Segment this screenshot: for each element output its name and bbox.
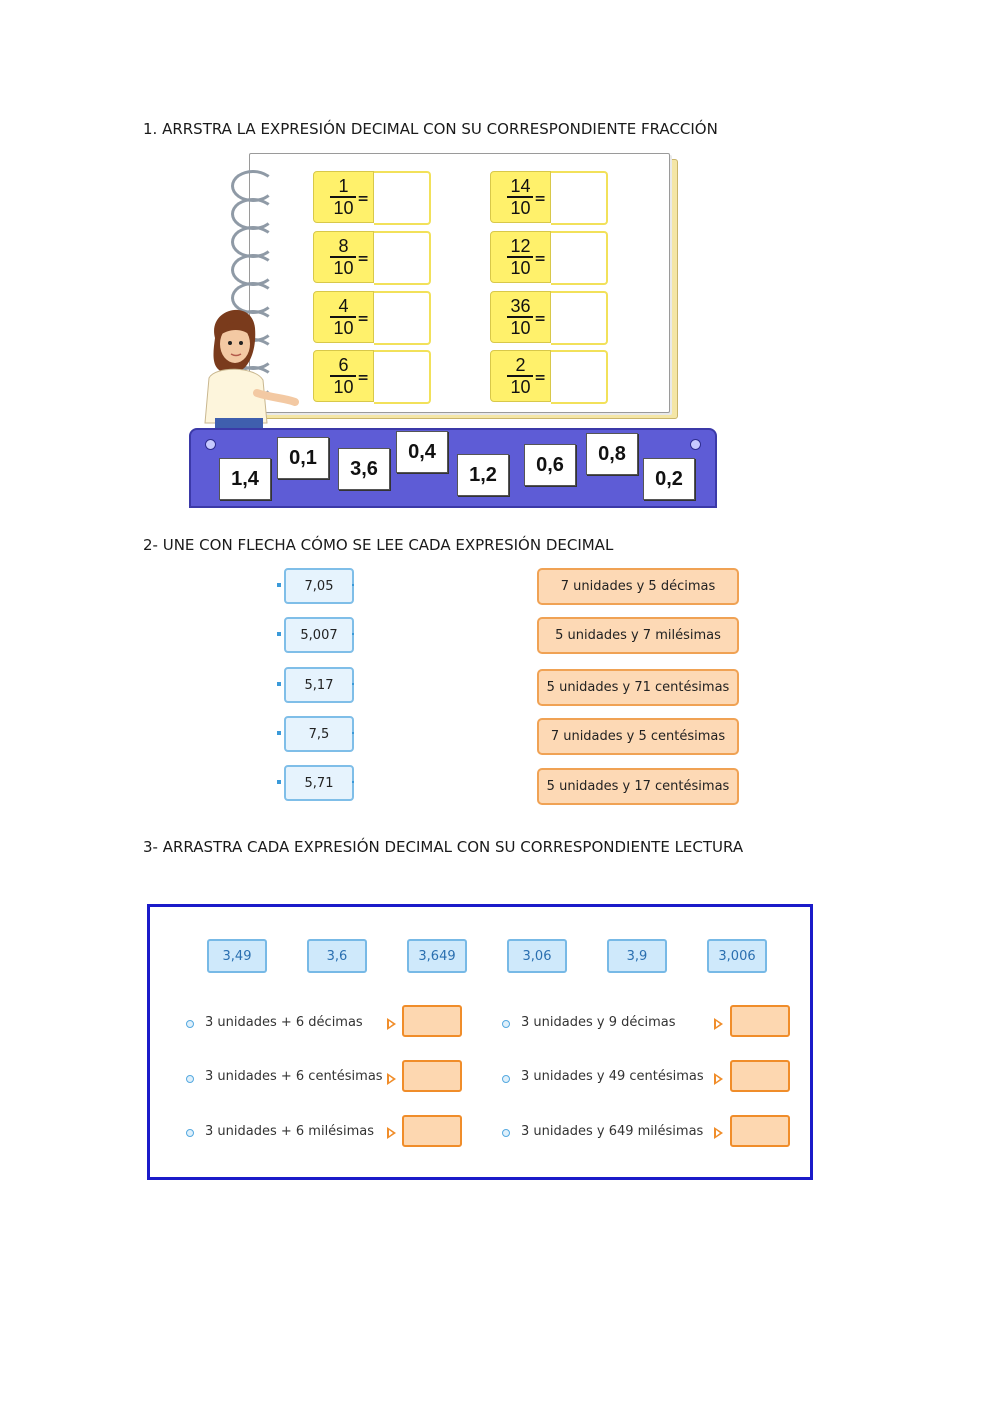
fraction-card <box>490 231 608 283</box>
fraction-card <box>490 171 608 223</box>
reading-item[interactable]: 5 unidades y 71 centésimas <box>537 669 739 706</box>
fraction-label: $\frac{6}{10}$ = <box>313 350 374 402</box>
bullet-icon <box>502 1129 510 1137</box>
arrow-right-icon <box>387 1127 396 1139</box>
section1-heading: 1. ARRSTRA LA EXPRESIÓN DECIMAL CON SU CORRESPONDIENTE FRACCIÓN <box>143 120 718 138</box>
connector-dot[interactable] <box>277 632 281 636</box>
reading-label: 3 unidades y 49 centésimas <box>521 1069 704 1084</box>
connector-dot[interactable] <box>277 731 281 735</box>
fraction-card <box>313 231 431 283</box>
fraction-label: $\frac{1}{10}$ = <box>313 171 374 223</box>
decimal-item[interactable]: 7,05 <box>284 568 354 604</box>
drop-target[interactable] <box>374 171 431 225</box>
girl-illustration <box>197 298 307 433</box>
decimal-tile[interactable]: 0,1 <box>277 437 329 479</box>
fraction-label: $\frac{12}{10}$ = <box>490 231 551 283</box>
drop-target[interactable] <box>374 291 431 345</box>
reading-item[interactable]: 7 unidades y 5 centésimas <box>537 718 739 755</box>
bullet-icon <box>186 1075 194 1083</box>
decimal-tile[interactable]: 1,2 <box>457 454 509 496</box>
drop-target[interactable] <box>402 1060 462 1092</box>
fraction-card <box>313 350 431 402</box>
tray-bolt <box>690 439 701 450</box>
drop-target[interactable] <box>551 291 608 345</box>
fraction-notebook-activity <box>185 150 725 510</box>
connector-dot[interactable] <box>352 584 354 586</box>
decimal-tile[interactable]: 1,4 <box>219 458 271 500</box>
drop-target[interactable] <box>730 1005 790 1037</box>
decimal-item[interactable]: 5,17 <box>284 667 354 703</box>
decimal-tile[interactable]: 3,6 <box>338 448 390 490</box>
section3-heading: 3- ARRASTRA CADA EXPRESIÓN DECIMAL CON SU CORRESPONDIENTE LECTURA <box>143 838 744 856</box>
fraction-label: $\frac{14}{10}$ = <box>490 171 551 223</box>
arrow-right-icon <box>387 1018 396 1030</box>
fraction-label: $\frac{4}{10}$ = <box>313 291 374 343</box>
fraction-card <box>313 291 431 343</box>
fraction-card <box>490 350 608 402</box>
drop-target[interactable] <box>551 171 608 225</box>
connector-dot[interactable] <box>277 682 281 686</box>
section2-heading: 2- UNE CON FLECHA CÓMO SE LEE CADA EXPRESIÓN DECIMAL <box>143 536 614 554</box>
drop-target[interactable] <box>730 1060 790 1092</box>
fraction-label: $\frac{8}{10}$ = <box>313 231 374 283</box>
arrow-right-icon <box>714 1127 723 1139</box>
fraction-label: $\frac{36}{10}$ = <box>490 291 551 343</box>
fraction-card <box>313 171 431 223</box>
arrow-right-icon <box>714 1018 723 1030</box>
decimal-chip[interactable]: 3,6 <box>307 939 367 973</box>
bullet-icon <box>186 1020 194 1028</box>
tray-bolt <box>205 439 216 450</box>
reading-label: 3 unidades + 6 centésimas <box>205 1069 383 1084</box>
drop-target[interactable] <box>374 350 431 404</box>
matching-panel <box>147 904 813 1180</box>
decimal-item[interactable]: 7,5 <box>284 716 354 752</box>
drop-target[interactable] <box>402 1115 462 1147</box>
connector-dot[interactable] <box>352 781 354 783</box>
reading-label: 3 unidades y 9 décimas <box>521 1015 676 1030</box>
reading-item[interactable]: 7 unidades y 5 décimas <box>537 568 739 605</box>
decimal-chip[interactable]: 3,649 <box>407 939 467 973</box>
fraction-label: $\frac{2}{10}$ = <box>490 350 551 402</box>
decimal-chip[interactable]: 3,9 <box>607 939 667 973</box>
decimal-tile[interactable]: 0,4 <box>396 431 448 473</box>
bullet-icon <box>502 1075 510 1083</box>
decimal-chip[interactable]: 3,49 <box>207 939 267 973</box>
connector-dot[interactable] <box>277 780 281 784</box>
drop-target[interactable] <box>730 1115 790 1147</box>
drop-target[interactable] <box>551 231 608 285</box>
arrow-right-icon <box>387 1073 396 1085</box>
decimal-item[interactable]: 5,71 <box>284 765 354 801</box>
reading-label: 3 unidades + 6 décimas <box>205 1015 363 1030</box>
drop-target[interactable] <box>402 1005 462 1037</box>
decimal-tile[interactable]: 0,8 <box>586 433 638 475</box>
reading-label: 3 unidades + 6 milésimas <box>205 1124 374 1139</box>
bullet-icon <box>502 1020 510 1028</box>
drop-target[interactable] <box>551 350 608 404</box>
drop-target[interactable] <box>374 231 431 285</box>
reading-item[interactable]: 5 unidades y 7 milésimas <box>537 617 739 654</box>
decimal-tile[interactable]: 0,2 <box>643 458 695 500</box>
connector-dot[interactable] <box>277 583 281 587</box>
decimal-tile[interactable]: 0,6 <box>524 444 576 486</box>
connector-dot[interactable] <box>352 732 354 734</box>
connector-dot[interactable] <box>352 683 354 685</box>
bullet-icon <box>186 1129 194 1137</box>
reading-label: 3 unidades y 649 milésimas <box>521 1124 704 1139</box>
reading-item[interactable]: 5 unidades y 17 centésimas <box>537 768 739 805</box>
decimal-item[interactable]: 5,007 <box>284 617 354 653</box>
decimal-chip[interactable]: 3,06 <box>507 939 567 973</box>
connector-dot[interactable] <box>352 633 354 635</box>
decimal-chip[interactable]: 3,006 <box>707 939 767 973</box>
arrow-right-icon <box>714 1073 723 1085</box>
fraction-card <box>490 291 608 343</box>
